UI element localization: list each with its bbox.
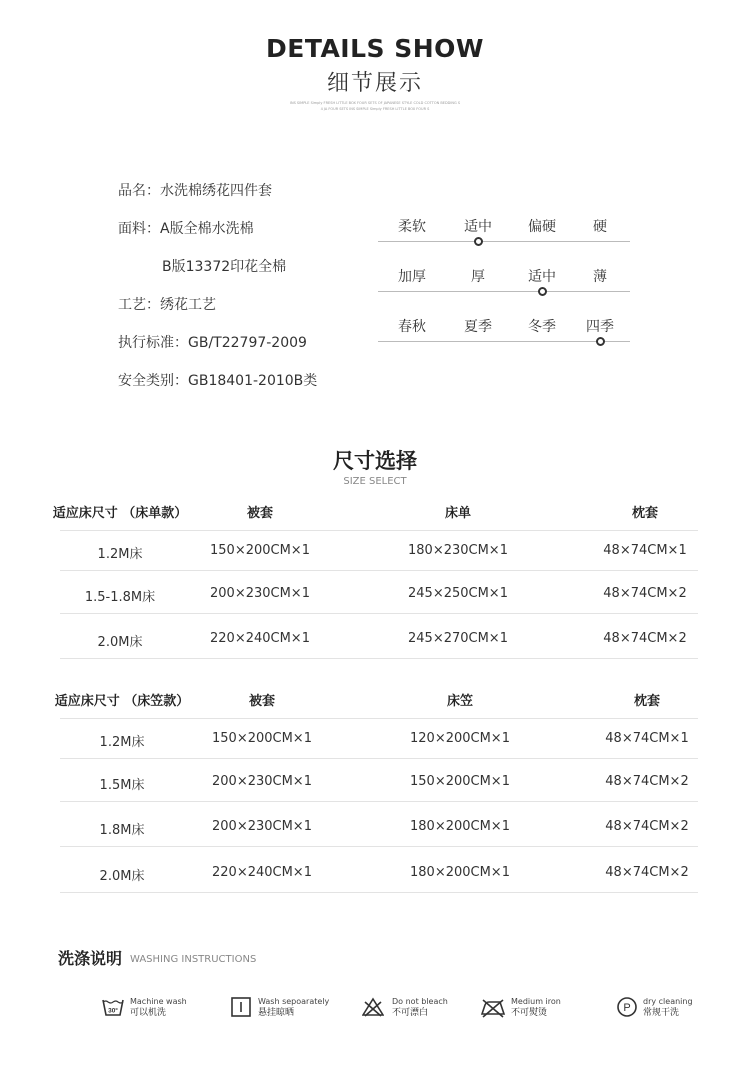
header-fine-print-1: INS SIMPLE Simply FRESH LITTLE BOX FOUR SETS OF JAPANESE STYLE COLD COTTON BEDDING S: [289, 101, 461, 105]
washing-title-en: WASHING INSTRUCTIONS: [130, 954, 257, 965]
table-cell: 180×200CM×1: [410, 865, 510, 880]
spec-value: 绣花工艺: [160, 297, 216, 313]
machine-wash-30-icon: [102, 996, 124, 1018]
table-cell: 220×240CM×1: [212, 865, 312, 880]
wash-cn-label: 悬挂晾晒: [258, 1008, 295, 1018]
table-divider: [60, 846, 698, 847]
scale-selected-marker: [474, 237, 483, 246]
table-cell: 1.8M床: [99, 823, 145, 838]
spec-row-craft: [118, 294, 216, 314]
table-header: 枕套: [631, 506, 658, 521]
scale-selected-marker: [538, 287, 547, 296]
spec-value: A版全棉水洗棉: [160, 221, 254, 237]
scale-option: 适中: [464, 219, 492, 235]
table-header: 床笠: [446, 694, 473, 709]
page-title-en: DETAILS SHOW: [266, 34, 484, 63]
table-cell: 245×250CM×1: [408, 586, 508, 601]
table-cell: 180×230CM×1: [408, 543, 508, 558]
scale-option: 四季: [586, 319, 614, 335]
table-header: 床单: [444, 506, 471, 521]
table-cell: 48×74CM×2: [605, 819, 689, 834]
table-cell: 1.2M床: [99, 735, 145, 750]
page-title-cn: 细节展示: [326, 71, 423, 96]
table-divider: [60, 530, 698, 531]
table-header: 适应床尺寸 （床笠款）: [54, 694, 190, 709]
wash-cn-label: 不可漂白: [392, 1008, 429, 1018]
table-cell: 48×74CM×2: [603, 631, 687, 646]
spec-label: 执行标准：: [118, 335, 188, 351]
dry-clean-badge: P: [623, 1002, 631, 1014]
scale-track: [378, 241, 630, 242]
table-cell: 2.0M床: [97, 635, 143, 650]
spec-label: 工艺：: [118, 297, 160, 313]
scale-option: 加厚: [398, 269, 426, 285]
spec-value: 水洗棉绣花四件套: [160, 183, 272, 199]
machine-wash-badge: 30°: [108, 1007, 118, 1015]
table-header: 适应床尺寸 （床单款）: [52, 506, 188, 521]
table-divider: [60, 570, 698, 571]
medium-iron-icon: [480, 996, 506, 1018]
table-divider: [60, 658, 698, 659]
table-cell: 200×230CM×1: [210, 586, 310, 601]
table-cell: 1.2M床: [97, 547, 143, 562]
washing-title: 洗涤说明: [58, 949, 123, 968]
table-cell: 2.0M床: [99, 869, 145, 884]
spec-row-safety: [118, 370, 317, 390]
spec-label: 品名：: [118, 183, 160, 199]
spec-row-name: [118, 180, 272, 200]
wash-en-label: Machine wash: [130, 997, 187, 1006]
table-divider: [60, 758, 698, 759]
table-cell: 48×74CM×2: [603, 586, 687, 601]
table-cell: 200×230CM×1: [212, 819, 312, 834]
wash-en-label: Medium iron: [511, 997, 561, 1006]
spec-row-standard: [118, 332, 307, 352]
table-cell: 48×74CM×2: [605, 774, 689, 789]
spec-row-fabric-b: [162, 256, 286, 276]
scale-option: 春秋: [398, 319, 426, 335]
scale-track: [378, 291, 630, 292]
wash-cn-label: 可以机洗: [130, 1008, 167, 1018]
table-divider: [60, 892, 698, 893]
scale-option: 厚: [471, 269, 485, 285]
table-cell: 220×240CM×1: [210, 631, 310, 646]
table-cell: 150×200CM×1: [212, 731, 312, 746]
scale-option: 硬: [593, 219, 607, 235]
header-fine-print-2: 4 JA FOUR SETS INS SIMPLE Simply FRESH LITTLE BOX FOUR S: [320, 107, 430, 111]
table-cell: 120×200CM×1: [410, 731, 510, 746]
spec-row-fabric: [118, 218, 254, 238]
table-cell: 48×74CM×2: [605, 865, 689, 880]
spec-label: 面料：: [118, 221, 160, 237]
hang-dry-icon: [230, 996, 252, 1018]
table-cell: 245×270CM×1: [408, 631, 508, 646]
wash-en-label: dry cleaning: [643, 997, 693, 1006]
wash-en-label: Do not bleach: [392, 997, 448, 1006]
table-cell: 1.5-1.8M床: [84, 590, 156, 605]
table-header: 被套: [246, 506, 273, 521]
size-section-subtitle: SIZE SELECT: [343, 476, 407, 487]
scale-option: 冬季: [528, 319, 556, 335]
spec-value: GB18401-2010B类: [188, 373, 318, 389]
wash-en-label: Wash sepoarately: [258, 997, 330, 1006]
wash-cn-label: 常规干洗: [643, 1008, 680, 1018]
table-cell: 180×200CM×1: [410, 819, 510, 834]
table-cell: 150×200CM×1: [210, 543, 310, 558]
scale-option: 夏季: [464, 319, 492, 335]
table-cell: 48×74CM×1: [603, 543, 687, 558]
scale-selected-marker: [596, 337, 605, 346]
table-cell: 200×230CM×1: [212, 774, 312, 789]
dry-clean-icon: [616, 996, 638, 1018]
spec-value: B版13372印花全棉: [162, 259, 287, 275]
table-header: 枕套: [633, 694, 660, 709]
spec-value: GB/T22797-2009: [188, 335, 307, 351]
scale-option: 适中: [528, 269, 556, 285]
table-cell: 1.5M床: [99, 778, 145, 793]
no-bleach-icon: [362, 996, 384, 1018]
scale-option: 柔软: [398, 219, 426, 235]
spec-label: 安全类别：: [118, 373, 188, 389]
table-cell: 48×74CM×1: [605, 731, 689, 746]
table-divider: [60, 613, 698, 614]
size-section-title: 尺寸选择: [333, 449, 417, 473]
scale-track: [378, 341, 630, 342]
table-cell: 150×200CM×1: [410, 774, 510, 789]
table-header: 被套: [248, 694, 275, 709]
table-divider: [60, 718, 698, 719]
scale-option: 偏硬: [528, 219, 556, 235]
wash-cn-label: 不可熨烫: [511, 1008, 548, 1018]
table-divider: [60, 801, 698, 802]
scale-option: 薄: [593, 269, 607, 285]
